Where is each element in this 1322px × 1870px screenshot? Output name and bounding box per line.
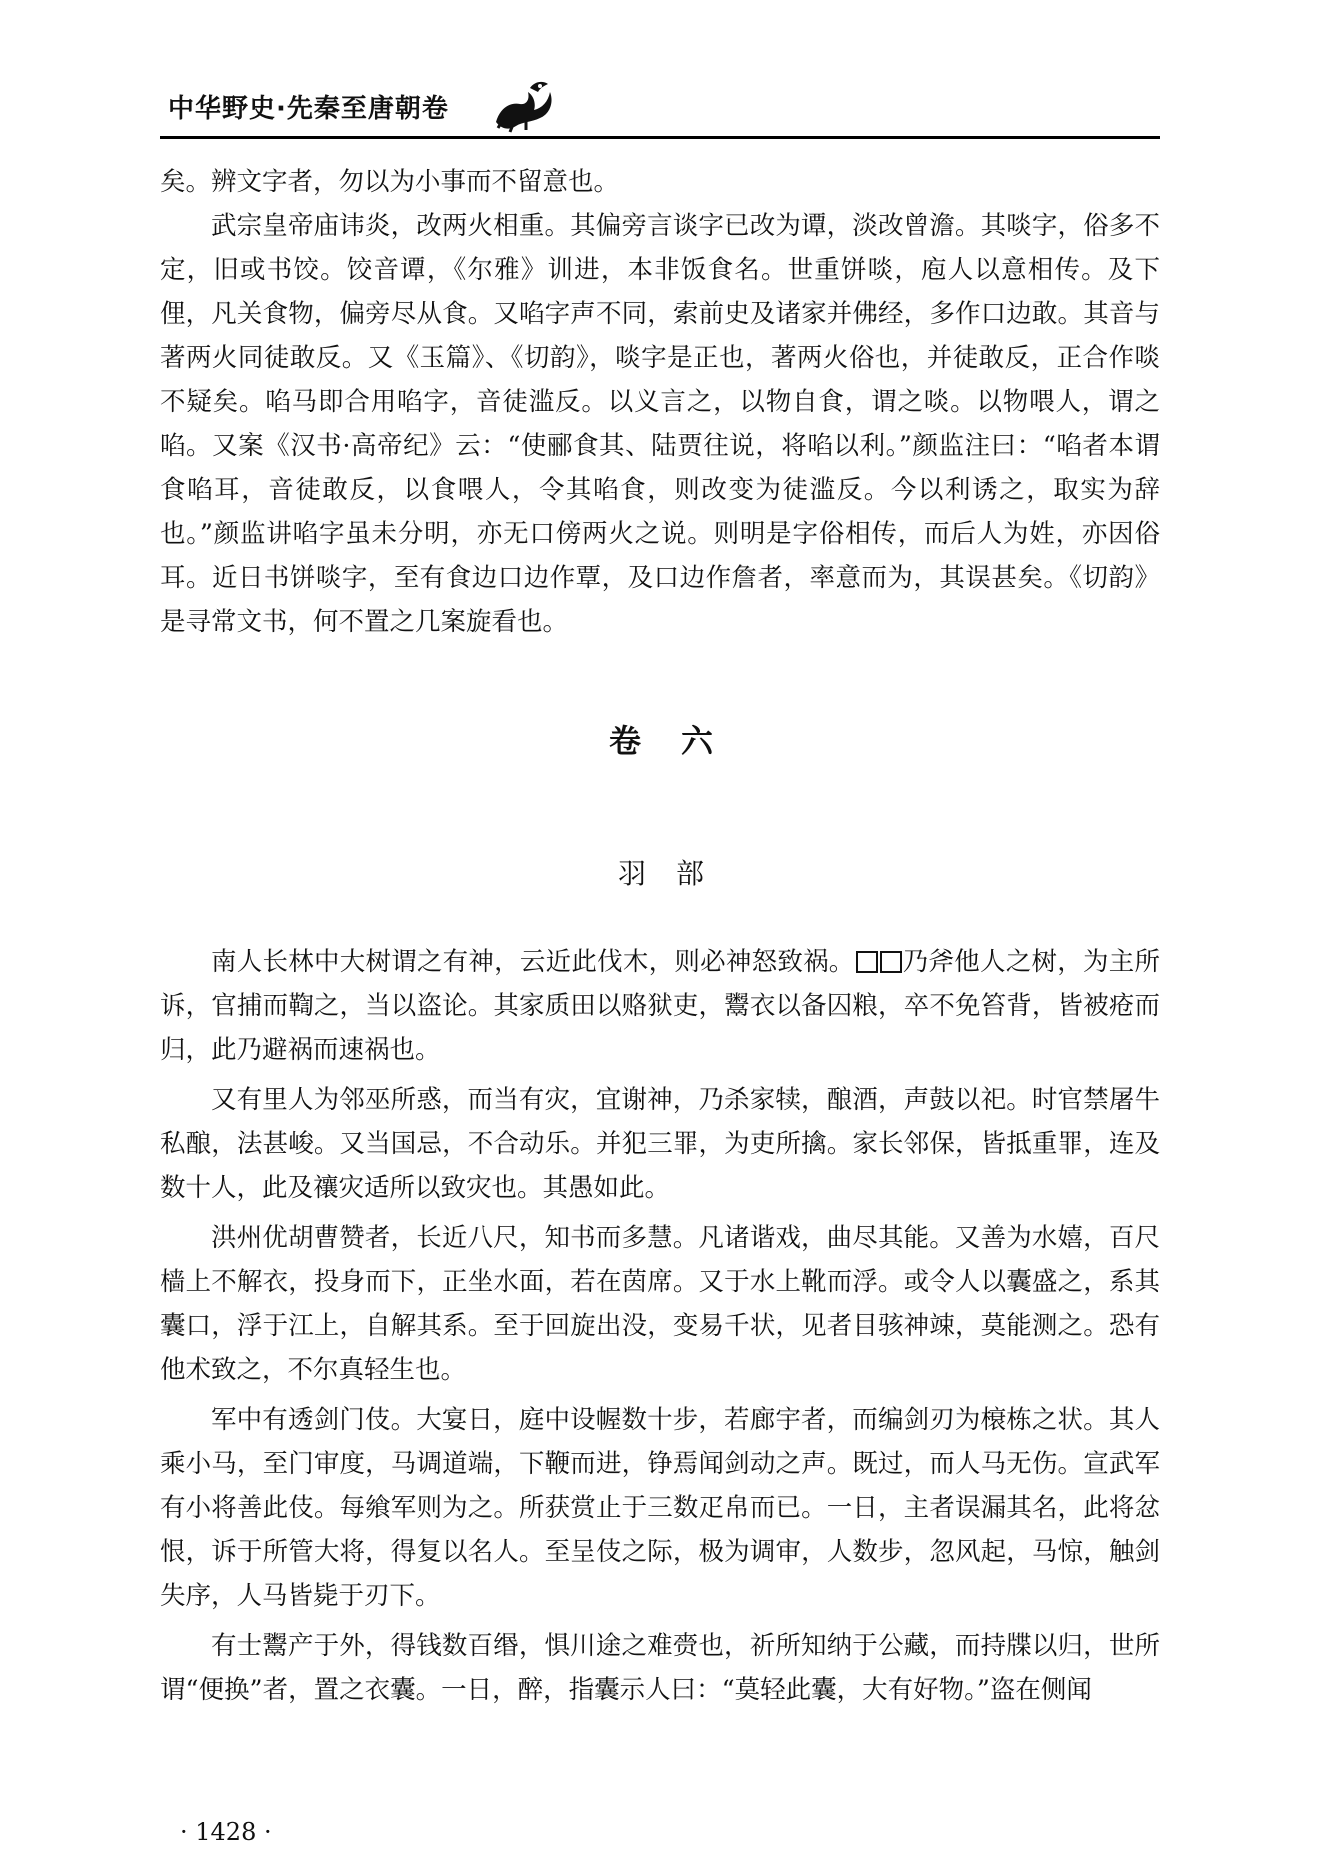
volume-title: 卷六 xyxy=(608,722,753,760)
paragraph-text: 南人长林中大树谓之有神，云近此伐木，则必神怒致祸。 xyxy=(211,947,855,977)
book-title: 中华野史·先秦至唐朝卷 xyxy=(168,94,449,124)
paragraph: 洪州优胡曹赞者，长近八尺，知书而多慧。凡诸谐戏，曲尽其能。又善为水嬉，百尺樯上不解衣，投身而下，正坐水面，若在茵席。又于水上靴而浮。或令人以囊盛之，系其囊口，浮于江上，自解其系。至于回旋出没，变易千状，见者目骇神竦，莫能测之。恐有他术致之，不尔真轻生也。 xyxy=(160,1223,1160,1385)
paragraph-continued: 矣。辨文字者，勿以为小事而不留意也。 xyxy=(160,167,620,197)
text-block-bottom xyxy=(160,940,1160,1718)
section-title: 羽部 xyxy=(617,857,734,890)
missing-character-box xyxy=(880,951,902,973)
dragon-logo-icon xyxy=(490,78,560,134)
page-number: · 1428 · xyxy=(180,1818,272,1846)
paragraph: 武宗皇帝庙讳炎，改两火相重。其偏旁言谈字已改为谭，淡改曾澹。其啖字，俗多不定，旧或书饺。饺音谭，《尔雅》训进，本非饭食名。世重饼啖，庖人以意相传。及下俚，凡关食物，偏旁尽从食。又啗字声不同，索前史及诸家并佛经，多作口边敢。其音与著两火同徒敢反。又《玉篇》、《切韵》，啖字是正也，著两火俗也，并徒敢反，正合作啖不疑矣。啗马即合用啗字，音徒滥反。以义言之，以物自食，谓之啖。以物喂人，谓之啗。又案《汉书·高帝纪》云：“使郦食其、陆贾往说，将啗以利。”颜监注曰：“啗者本谓食啗耳，音徒敢反，以食喂人，令其啗食，则改变为徒滥反。今以利诱之，取实为辞也。”颜监讲啗字虽未分明，亦无口傍两火之说。则明是字俗相传，而后人为姓，亦因俗耳。近日书饼啖字，至有食边口边作覃，及口边作詹者，率意而为，其误甚矣。《切韵》是寻常文书，何不置之几案旋看也。 xyxy=(160,211,1160,637)
text-block-top xyxy=(160,160,1160,644)
paragraph: 又有里人为邻巫所惑，而当有灾，宜谢神，乃杀家犊，酿酒，声鼓以祀。时官禁屠牛私酿，法甚峻。又当国忌，不合动乐。并犯三罪，为吏所擒。家长邻保，皆抵重罪，连及数十人，此及禳灾适所以致灾也。其愚如此。 xyxy=(160,1085,1160,1203)
missing-character-box xyxy=(856,951,878,973)
paragraph: 有士鬻产于外，得钱数百缗，惧川途之难赍也，祈所知纳于公藏，而持牒以归，世所谓“便换”者，置之衣囊。一日，醉，指囊示人曰：“莫轻此囊，大有好物。”盗在侧闻 xyxy=(160,1631,1160,1705)
header-rule xyxy=(160,136,1160,139)
paragraph-text: 乃斧他人之树，为主所诉，官捕而鞫之，当以盗论。其家质田以赂狱吏，鬻衣以备囚粮，卒不免笞背，皆被疮而归，此乃避祸而速祸也。 xyxy=(160,947,1160,1065)
running-header xyxy=(160,78,1160,138)
paragraph: 军中有透剑门伎。大宴日，庭中设幄数十步，若廊宇者，而编剑刃为榱栋之状。其人乘小马，至门审度，马调道端，下鞭而进，铮焉闻剑动之声。既过，而人马无伤。宣武军有小将善此伎。每飨军则为之。所获赏止于三数疋帛而已。一日，主者误漏其名，此将忿恨，诉于所管大将，得复以名人。至呈伎之际，极为调审，人数步，忽风起，马惊，触剑失序，人马皆毙于刃下。 xyxy=(160,1405,1160,1611)
paragraph xyxy=(160,940,1160,1072)
